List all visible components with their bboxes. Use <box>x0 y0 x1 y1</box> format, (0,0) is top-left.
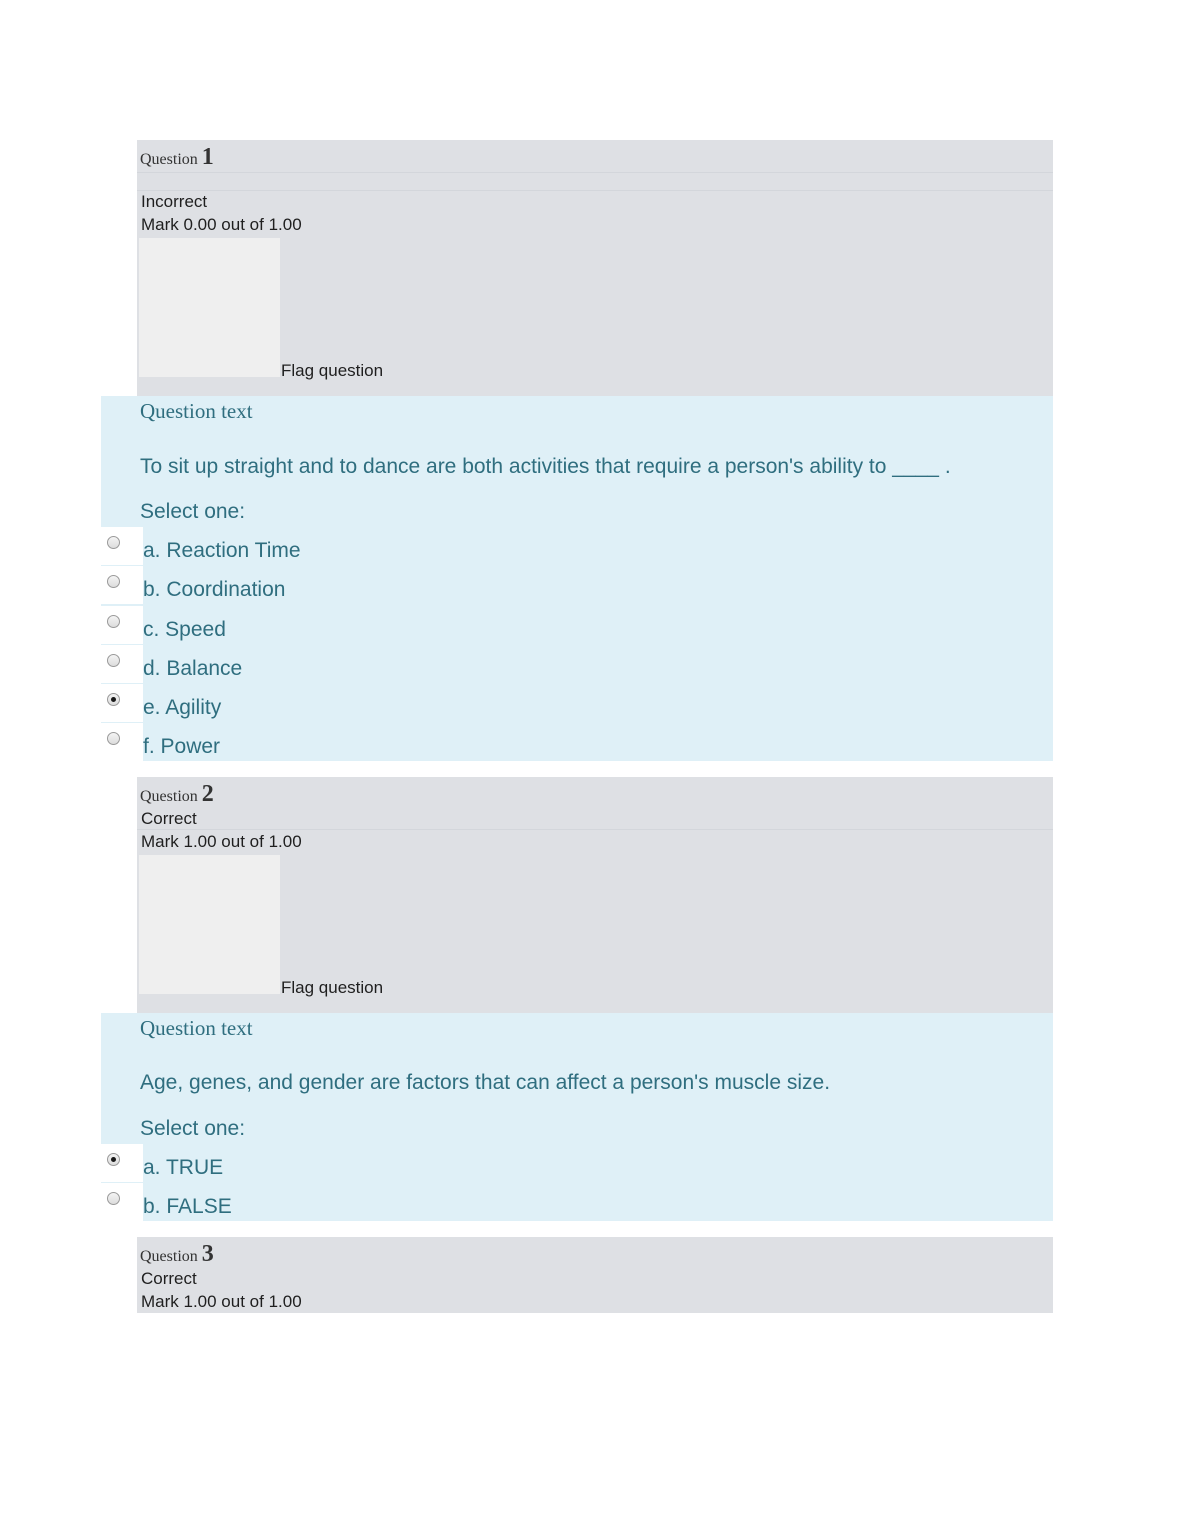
radio-button[interactable] <box>101 606 143 644</box>
radio-button[interactable] <box>101 645 143 683</box>
answer-label[interactable]: e. Agility <box>143 696 222 719</box>
radio-checked-icon <box>107 1153 120 1166</box>
divider <box>137 172 1053 173</box>
radio-button[interactable] <box>101 566 143 604</box>
question-grade: Mark 1.00 out of 1.00 <box>141 1292 302 1311</box>
flag-icon[interactable] <box>139 238 280 377</box>
question-text-heading: Question text <box>140 399 253 423</box>
answer-label[interactable]: c. Speed <box>143 618 226 641</box>
answer-label[interactable]: a. TRUE <box>143 1156 224 1179</box>
question-3-info <box>137 1237 1053 1313</box>
select-one-prompt: Select one: <box>140 1117 246 1140</box>
radio-button[interactable] <box>101 1144 143 1182</box>
radio-button[interactable] <box>101 684 143 722</box>
radio-button[interactable] <box>101 527 143 565</box>
question-number-heading <box>140 781 214 808</box>
question-1-info <box>137 140 1053 396</box>
answer-label[interactable]: b. Coordination <box>143 578 286 601</box>
select-one-prompt: Select one: <box>140 500 246 523</box>
answer-option[interactable] <box>101 723 501 762</box>
question-1-content <box>101 396 1053 761</box>
question-2-info <box>137 777 1053 1013</box>
radio-unchecked-icon <box>107 536 120 549</box>
radio-unchecked-icon <box>107 1192 120 1205</box>
question-label: Question <box>140 1248 198 1265</box>
answer-option[interactable] <box>101 606 501 645</box>
question-grade: Mark 0.00 out of 1.00 <box>141 215 302 234</box>
answer-option[interactable] <box>101 645 501 684</box>
divider <box>137 829 1053 830</box>
radio-checked-icon <box>107 693 120 706</box>
radio-button[interactable] <box>101 723 143 761</box>
radio-unchecked-icon <box>107 615 120 628</box>
question-label: Question <box>140 151 198 168</box>
answer-option[interactable] <box>101 1183 501 1222</box>
flag-question-link[interactable]: Flag question <box>281 978 384 997</box>
answer-label[interactable]: f. Power <box>143 735 221 758</box>
question-number: 2 <box>201 781 214 807</box>
answer-option[interactable] <box>101 566 501 605</box>
question-grade: Mark 1.00 out of 1.00 <box>141 832 302 851</box>
answer-option[interactable] <box>101 1144 501 1183</box>
question-number-heading <box>140 1241 214 1268</box>
question-text: To sit up straight and to dance are both activities that require a person's ability to ____ . <box>140 455 951 478</box>
question-text-heading: Question text <box>140 1016 253 1040</box>
answer-label[interactable]: a. Reaction Time <box>143 539 301 562</box>
radio-unchecked-icon <box>107 732 120 745</box>
radio-button[interactable] <box>101 1183 143 1221</box>
question-number: 3 <box>201 1241 214 1267</box>
radio-unchecked-icon <box>107 575 120 588</box>
divider <box>137 190 1053 191</box>
answer-label[interactable]: d. Balance <box>143 657 243 680</box>
answer-label[interactable]: b. FALSE <box>143 1195 232 1218</box>
flag-question-link[interactable]: Flag question <box>281 361 384 380</box>
radio-unchecked-icon <box>107 654 120 667</box>
question-number-heading <box>140 144 214 171</box>
question-state: Correct <box>141 1269 197 1288</box>
question-label: Question <box>140 788 198 805</box>
answer-option[interactable] <box>101 684 501 723</box>
question-text: Age, genes, and gender are factors that can affect a person's muscle size. <box>140 1071 831 1094</box>
question-number: 1 <box>201 144 214 170</box>
question-2-content <box>101 1013 1053 1221</box>
answer-option[interactable] <box>101 527 501 566</box>
question-state: Incorrect <box>141 192 208 211</box>
question-state: Correct <box>141 809 197 828</box>
flag-icon[interactable] <box>139 855 280 994</box>
